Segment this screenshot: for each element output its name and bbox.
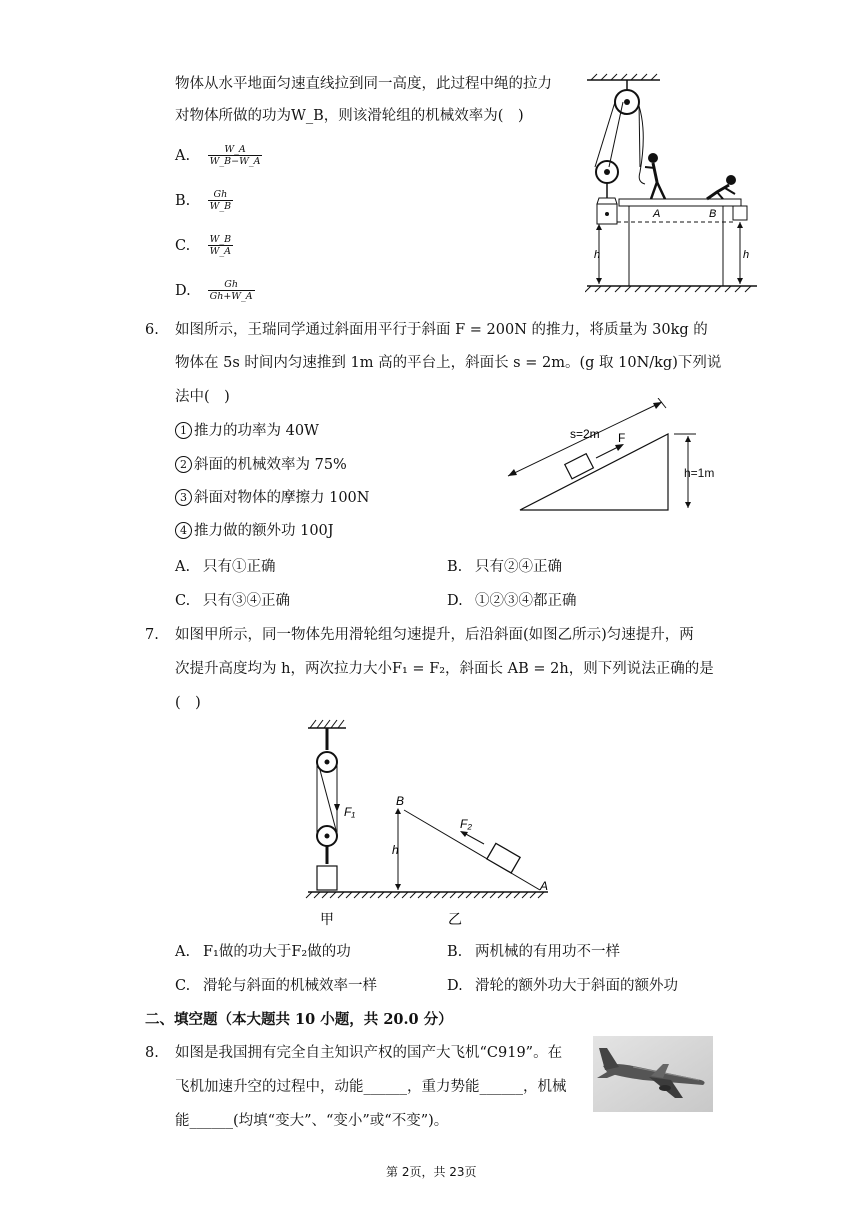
q6-option-d (447, 591, 577, 611)
q6-statement-2 (175, 455, 347, 475)
q7-option-b (447, 942, 620, 962)
f-label: F (618, 431, 626, 445)
q7-option-c (175, 976, 377, 996)
airplane-photo (593, 1036, 713, 1112)
numerator: Gh (224, 279, 238, 290)
option-label: B. (175, 192, 191, 209)
f2-label: F₂ (460, 817, 472, 831)
q7-option-d (447, 976, 678, 996)
option-text: F₁做的功大于F₂做的功 (203, 944, 351, 960)
q8-line-1: 如图是我国拥有完全自主知识产权的国产大飞机“C919”。在 (175, 1045, 563, 1061)
q6-option-a (175, 557, 276, 577)
option-label: B. (447, 559, 463, 575)
caption-jia: 甲 (320, 911, 334, 927)
q6-statement-3 (175, 488, 369, 508)
statement-text: 斜面的机械效率为 75% (194, 457, 347, 473)
q7-line-2: 次提升高度均为 h，两次拉力大小F₁ = F₂，斜面长 AB = 2h，则下列说法正确的是 (175, 661, 714, 677)
denominator: W_A (208, 245, 234, 257)
q8-line-2: 飞机加速升空的过程中，动能______，重力势能______，机械 (175, 1079, 567, 1095)
q5-option-c (175, 234, 233, 257)
circled-number: 4 (175, 522, 192, 539)
option-text: 两机械的有用功不一样 (475, 944, 620, 960)
f1-label: F₁ (344, 805, 356, 819)
statement-text: 推力做的额外功 100J (194, 523, 334, 539)
option-text: 只有③④正确 (203, 593, 290, 609)
fraction (208, 144, 263, 167)
option-label: D. (175, 282, 191, 299)
q6-figure-incline (500, 398, 730, 516)
option-label: A. (175, 559, 191, 575)
q5-line-1: 物体从水平地面匀速直线拉到同一高度，此过程中绳的拉力 (175, 76, 552, 92)
point-b-label: B (396, 794, 405, 808)
q8-line-3: 能______(均填“变大”、“变小”或“不变”)。 (175, 1113, 449, 1129)
caption-yi: 乙 (448, 911, 462, 927)
option-text: 滑轮的额外功大于斜面的额外功 (475, 978, 678, 994)
q6-line-2: 物体在 5s 时间内匀速推到 1m 高的平台上，斜面长 s = 2m。(g 取 10N/kg)下列说 (175, 355, 722, 371)
fraction (208, 279, 255, 302)
h-label: h (392, 843, 399, 857)
q7-line-3: ( ) (175, 695, 201, 711)
page-number: 第 2页，共 23页 (386, 1165, 477, 1179)
q7-number: 7. (145, 627, 159, 643)
label-a: A (653, 208, 661, 220)
s-label: s=2m (570, 427, 600, 441)
h-label: h=1m (684, 466, 715, 480)
q6-line-1: 如图所示，王瑞同学通过斜面用平行于斜面 F = 200N 的推力，将质量为 30kg 的 (175, 322, 708, 338)
numerator: W_B (209, 234, 232, 245)
q5-option-b (175, 189, 233, 212)
option-label: C. (175, 593, 191, 609)
label-b: B (709, 208, 717, 220)
q5-option-d (175, 279, 255, 302)
point-a-label: A (540, 879, 549, 893)
option-label: A. (175, 944, 191, 960)
fraction (208, 189, 234, 212)
option-label: C. (175, 237, 191, 254)
q6-option-b (447, 557, 562, 577)
section-title: 二、填空题（本大题共 10 小题，共 20.0 分） (145, 1011, 453, 1028)
numerator: W_A (224, 144, 246, 155)
q6-line-3: 法中( ) (175, 389, 230, 405)
q6-option-c (175, 591, 290, 611)
option-text: 滑轮与斜面的机械效率一样 (203, 978, 377, 994)
q6-statement-4 (175, 521, 334, 541)
circled-number: 2 (175, 456, 192, 473)
q5-option-a (175, 144, 262, 167)
option-text: 只有①正确 (203, 559, 276, 575)
label-h-left: h (594, 249, 601, 261)
statement-text: 斜面对物体的摩擦力 100N (194, 490, 370, 506)
option-label: B. (447, 944, 463, 960)
q5-line-2: 对物体所做的功为W_B，则该滑轮组的机械效率为( ) (175, 108, 524, 124)
denominator: Gh+W_A (209, 291, 253, 302)
q6-number: 6. (145, 322, 159, 338)
label-h-right: h (743, 249, 750, 261)
denominator: W_B (209, 201, 232, 212)
circled-number: 3 (175, 489, 192, 506)
option-text: 只有②④正确 (475, 559, 562, 575)
denominator: W_B−W_A (209, 156, 261, 167)
statement-text: 推力的功率为 40W (194, 423, 319, 439)
q6-statement-1 (175, 421, 319, 441)
option-label: C. (175, 978, 191, 994)
q7-figure-pulley-and-incline (300, 712, 560, 934)
option-label: D. (447, 978, 463, 994)
fraction (208, 234, 234, 257)
q7-line-1: 如图甲所示，同一物体先用滑轮组匀速提升，后沿斜面(如图乙所示)匀速提升，两 (175, 627, 694, 643)
option-label: A. (175, 147, 191, 164)
option-text: ①②③④都正确 (475, 593, 577, 609)
q7-option-a (175, 942, 351, 962)
q8-number: 8. (145, 1045, 159, 1061)
q5-figure-pulley-platform (585, 72, 765, 297)
option-label: D. (447, 593, 463, 609)
numerator: Gh (213, 189, 228, 200)
circled-number: 1 (175, 422, 192, 439)
